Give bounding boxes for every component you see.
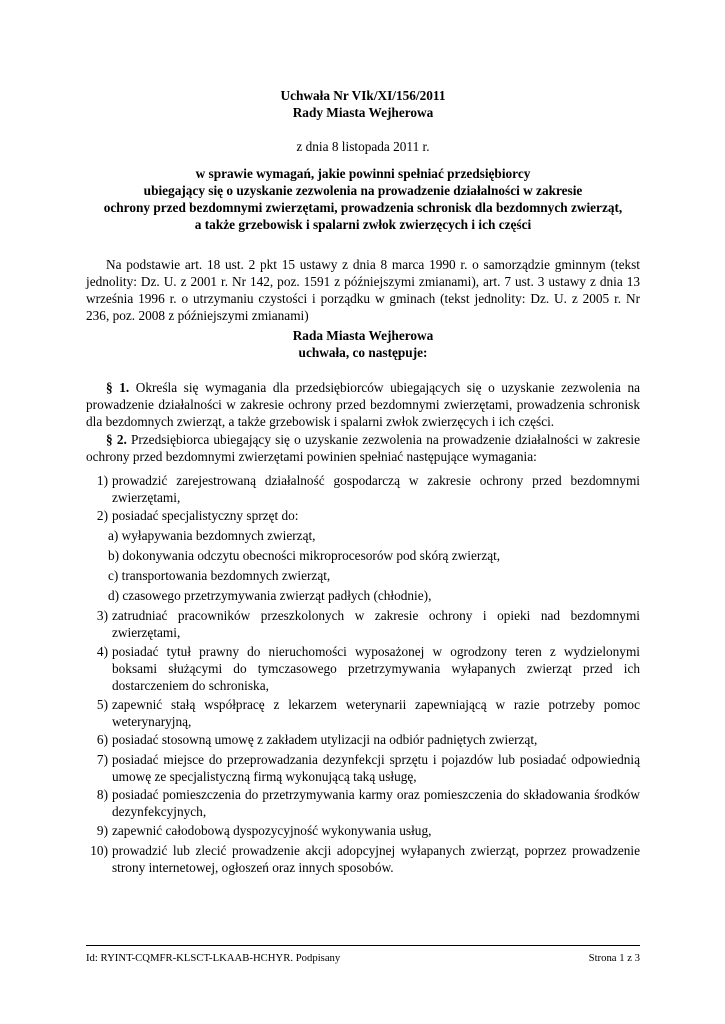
list-item bbox=[86, 607, 640, 641]
sub-list-item: d) czasowego przetrzymywania zwierząt padłych (chłodnie), bbox=[108, 588, 432, 603]
list-item bbox=[86, 731, 640, 748]
resolution-title bbox=[86, 87, 640, 121]
list-item-text: posiadać tytuł prawny do nieruchomości wyposażonej w ogrodzony teren z wydzielonymi boksami służącymi do tymczasowego przetrzymywania wyłapanych zwierząt przed ich dostarczeniem do schroniska, bbox=[112, 644, 640, 693]
sub-list-item: b) dokonywania odczytu obecności mikroprocesorów pod skórą zwierząt, bbox=[108, 548, 501, 563]
list-item-number: 8) bbox=[96, 787, 108, 802]
list-item-text: zapewnić całodobową dyspozycyjność wykonywania usług, bbox=[112, 823, 432, 838]
title-line-1: Uchwała Nr VIk/XI/156/2011 bbox=[280, 88, 446, 103]
resolution-subject bbox=[86, 165, 640, 233]
section-2-text: Przedsiębiorca ubiegający się o uzyskanie zezwolenia na prowadzenie działalności w zakresie ochrony przed bezdomnymi zwierzętami powinien spełniać następujące wymagania: bbox=[86, 432, 640, 464]
footer-document-id: Id: RYINT-CQMFR-KLSCT-LKAAB-HCHYR. Podpisany bbox=[86, 952, 341, 964]
list-item bbox=[86, 751, 640, 785]
list-item-number: 6) bbox=[96, 732, 108, 747]
list-item-text: posiadać pomieszczenia do przetrzymywania karmy oraz pomieszczenia do składowania środków dezynfekcyjnych, bbox=[112, 787, 640, 819]
list-item-text: posiadać miejsce do przeprowadzania dezynfekcji sprzętu i pojazdów lub posiadać odpowiednią umowę ze specjalistyczną firmą wykonującą taką usługę, bbox=[112, 752, 640, 784]
list-item-number: 3) bbox=[96, 608, 108, 623]
sub-list-item: c) transportowania bezdomnych zwierząt, bbox=[108, 568, 331, 583]
list-item-number: 1) bbox=[96, 473, 108, 488]
list-item-number: 7) bbox=[96, 752, 108, 767]
preamble: Na podstawie art. 18 ust. 2 pkt 15 ustawy z dnia 8 marca 1990 r. o samorządzie gminnym (tekst jednolity: Dz. U. z 2001 r. Nr 142, poz. 1591 z późniejszymi zmianami), art. 7 ust. 3 ustawy z dnia 13 września 1996 r. o utrzymaniu czystości i porządku w gminach (tekst jednolity: Dz. U. z 2005 r. Nr 236, poz. 2008 z późniejszymi zmianami) bbox=[86, 257, 640, 323]
section-2 bbox=[86, 431, 640, 465]
resolution-date: z dnia 8 listopada 2011 r. bbox=[296, 139, 430, 154]
list-item-number: 4) bbox=[96, 644, 108, 659]
list-item-text: zapewnić stałą współpracę z lekarzem weterynarii zapewniającą w razie potrzeby pomoc weterynaryjną, bbox=[112, 697, 640, 729]
title-line-2: Rady Miasta Wejherowa bbox=[292, 105, 434, 120]
list-item-text: posiadać stosowną umowę z zakładem utylizacji na odbiór padniętych zwierząt, bbox=[112, 732, 538, 747]
section-1-mark: § 1. bbox=[106, 380, 130, 395]
list-item-number: 2) bbox=[96, 508, 108, 523]
section-2-mark: § 2. bbox=[106, 432, 127, 447]
resolves-line-1: Rada Miasta Wejherowa bbox=[292, 328, 434, 343]
subject-line-3: ochrony przed bezdomnymi zwierzętami, prowadzenia schronisk dla bezdomnych zwierząt, bbox=[103, 200, 623, 215]
footer-divider bbox=[86, 945, 640, 946]
subject-line-2: ubiegający się o uzyskanie zezwolenia na prowadzenie działalności w zakresie bbox=[143, 183, 583, 198]
list-item bbox=[86, 472, 640, 506]
list-item-text: prowadzić zarejestrowaną działalność gospodarczą w zakresie ochrony przed bezdomnymi zwierzętami, bbox=[112, 473, 640, 505]
section-1 bbox=[86, 379, 640, 430]
list-item bbox=[86, 842, 640, 876]
list-item bbox=[86, 822, 640, 839]
resolves-line-2: uchwała, co następuje: bbox=[298, 345, 428, 360]
list-item-number: 9) bbox=[96, 823, 108, 838]
list-item-number: 5) bbox=[96, 697, 108, 712]
sub-list-item: a) wyłapywania bezdomnych zwierząt, bbox=[108, 528, 316, 543]
subject-line-4: a także grzebowisk i spalarni zwłok zwierzęcych i ich części bbox=[194, 217, 532, 232]
subject-line-1: w sprawie wymagań, jakie powinni spełniać przedsiębiorcy bbox=[195, 166, 531, 181]
list-item bbox=[86, 507, 640, 524]
section-1-text: Określa się wymagania dla przedsiębiorców ubiegających się o uzyskanie zezwolenia na prowadzenie działalności w zakresie ochrony przed bezdomnymi zwierzętami, prowadzenia schronisk dla bezdomnych zwierząt, a także grzebowisk i spalarni zwłok zwierzęcych i ich części. bbox=[86, 380, 640, 429]
list-item-text: zatrudniać pracowników przeszkolonych w zakresie ochrony i opieki nad bezdomnymi zwierzętami, bbox=[112, 608, 640, 640]
list-item-text: prowadzić lub zlecić prowadzenie akcji adopcyjnej wyłapanych zwierząt, poprzez prowadzenie strony internetowej, ogłoszeń oraz innych sposobów. bbox=[112, 843, 640, 875]
footer-page-number: Strona 1 z 3 bbox=[588, 952, 640, 964]
list-item bbox=[86, 643, 640, 694]
list-item-text: posiadać specjalistyczny sprzęt do: bbox=[112, 508, 299, 523]
list-item-number: 10) bbox=[90, 843, 108, 858]
list-item bbox=[86, 696, 640, 730]
resolves-heading bbox=[86, 327, 640, 361]
list-item bbox=[86, 786, 640, 820]
